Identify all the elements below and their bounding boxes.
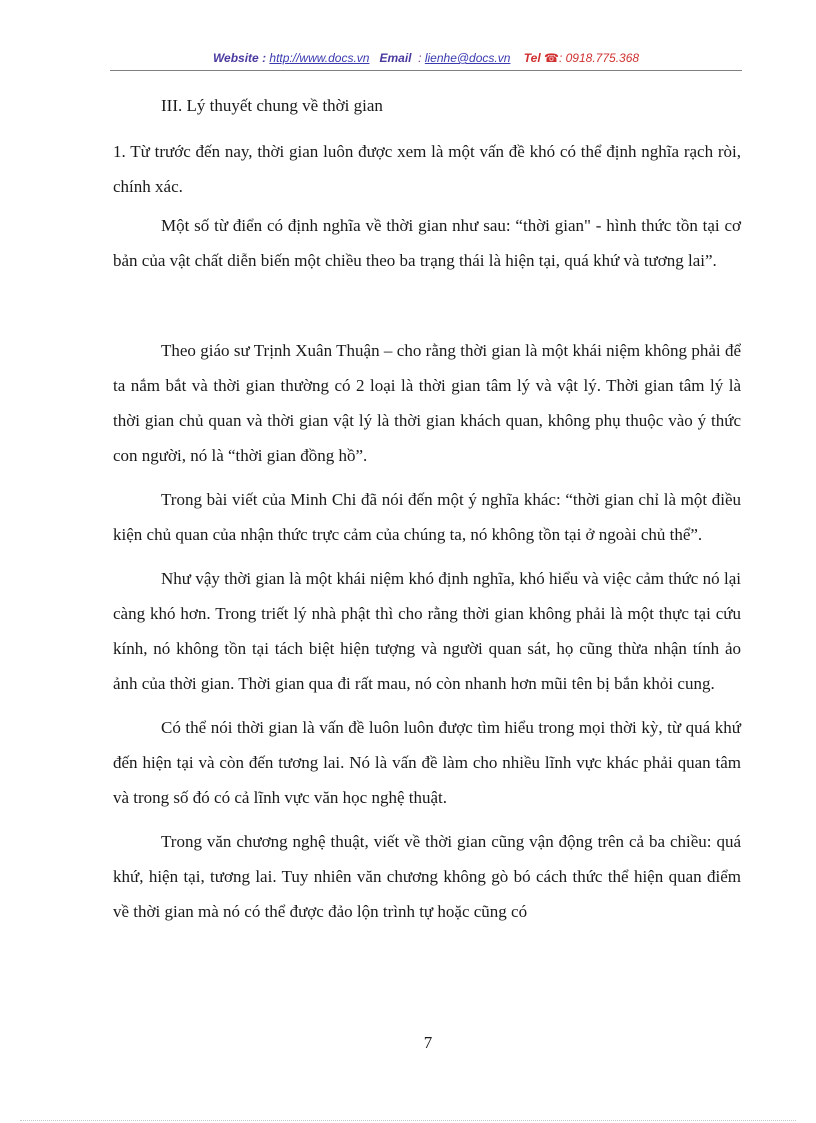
tel-label: Tel	[523, 51, 541, 65]
phone-icon: ☎	[544, 51, 559, 65]
paragraph-1: 1. Từ trước đến nay, thời gian luôn được xem là một vấn đề khó có thể định nghĩa rạch ròi, chính xác.	[113, 142, 741, 196]
paragraph-2: Một số từ điển có định nghĩa về thời gian như sau: “thời gian" - hình thức tồn tại cơ bản của vật chất diễn biến một chiều theo ba trạng thái là hiện tại, quá khứ và tương lai”.	[113, 216, 741, 270]
website-label: Website :	[212, 51, 267, 65]
website-link[interactable]: http://www.docs.vn	[269, 51, 370, 65]
page-header	[110, 50, 742, 66]
email-label: Email	[379, 51, 412, 65]
paragraph-5: Như vậy thời gian là một khái niệm khó định nghĩa, khó hiểu và việc cảm thức nó lại càng khó hơn. Trong triết lý nhà phật thì cho rằng thời gian không phải là một thực tại cứu kính, nó không tồn tại tách biệt hiện tượng và người quan sát, họ cũng thừa nhận tính ảo ảnh của thời gian. Thời gian qua đi rất mau, nó còn nhanh hơn mũi tên bị bắn khỏi cung.	[113, 569, 741, 693]
section-title: III. Lý thuyết chung về thời gian	[161, 96, 383, 115]
tel-value: : 0918.775.368	[558, 51, 640, 65]
paragraph-3: Theo giáo sư Trịnh Xuân Thuận – cho rằng thời gian là một khái niệm không phải để ta nắm bắt và thời gian thường có 2 loại là thời gian tâm lý và vật lý. Thời gian tâm lý là thời gian chủ quan và thời gian vật lý là thời gian khách quan, không phụ thuộc vào ý thức con người, nó là “thời gian đồng hồ”.	[113, 341, 741, 465]
header-rule	[110, 70, 742, 71]
paragraph-7: Trong văn chương nghệ thuật, viết về thời gian cũng vận động trên cả ba chiều: quá khứ, hiện tại, tương lai. Tuy nhiên văn chương không gò bó cách thức thể hiện quan điểm về thời gian mà nó có thể được đảo lộn trình tự hoặc cũng có	[113, 832, 741, 921]
paragraph-6: Có thể nói thời gian là vấn đề luôn luôn được tìm hiểu trong mọi thời kỳ, từ quá khứ đến hiện tại và còn đến tương lai. Nó là vấn đề làm cho nhiều lĩnh vực khác phải quan tâm và trong số đó có cả lĩnh vực văn học nghệ thuật.	[113, 718, 741, 807]
email-link[interactable]: lienhe@docs.vn	[424, 51, 511, 65]
paragraph-4: Trong bài viết của Minh Chi đã nói đến một ý nghĩa khác: “thời gian chỉ là một điều kiện chủ quan của nhận thức trực cảm của chúng ta, nó không tồn tại ở ngoài chủ thể”.	[113, 490, 741, 544]
page-bottom-border	[20, 1120, 796, 1121]
email-separator: :	[418, 51, 422, 65]
page-number: 7	[423, 1033, 433, 1052]
document-body	[113, 88, 741, 929]
